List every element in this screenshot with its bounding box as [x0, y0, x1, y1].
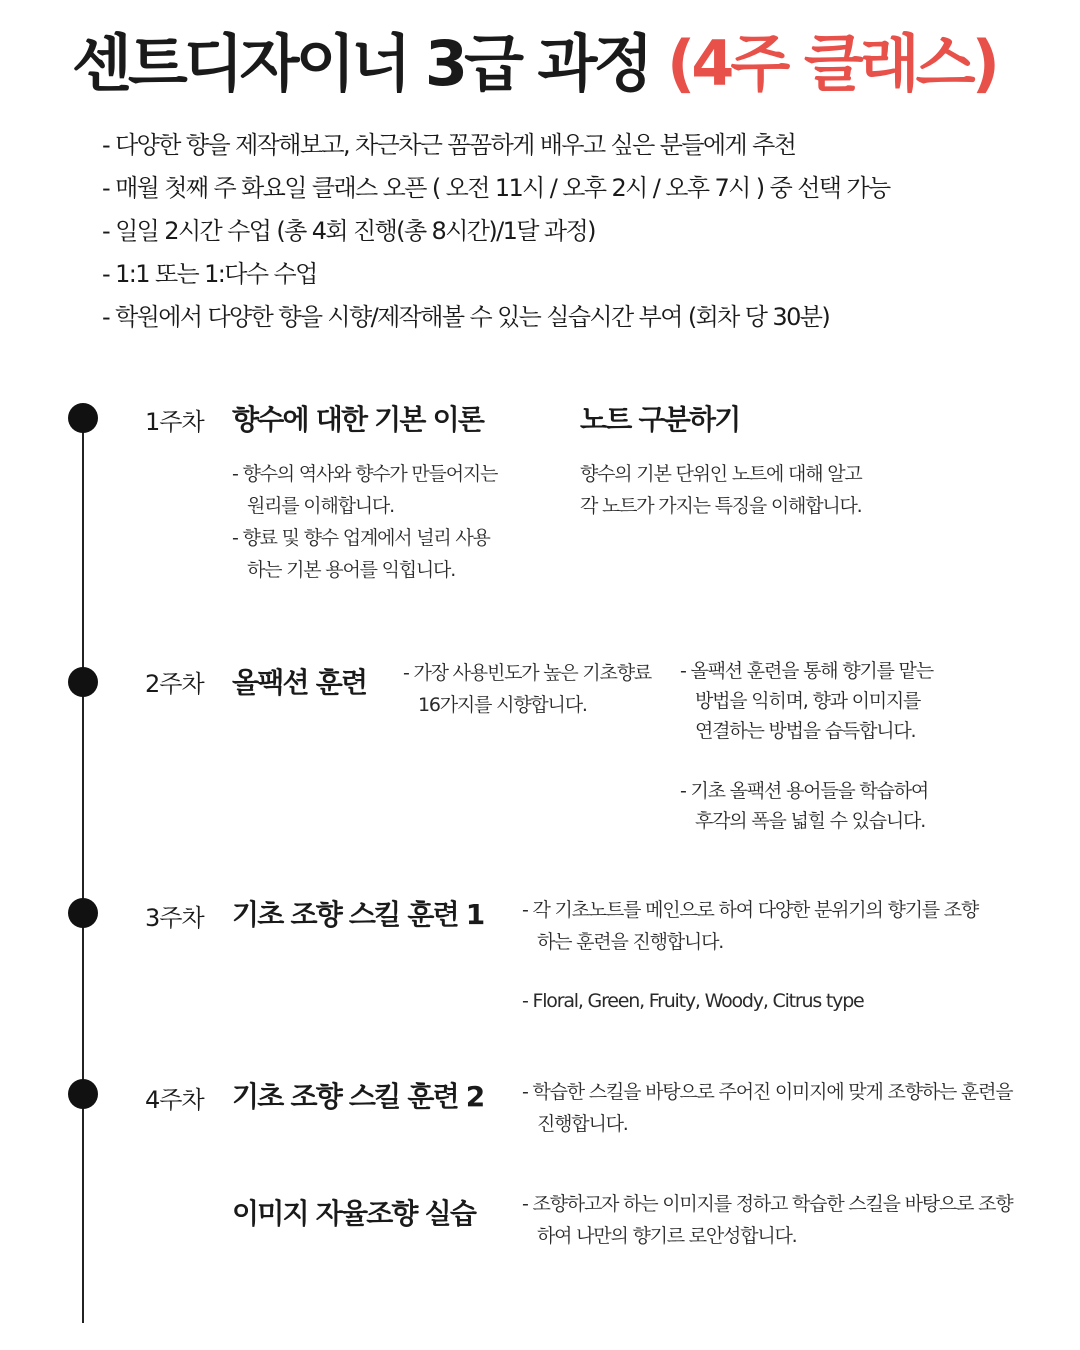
desc-line: - 향수의 역사와 향수가 만들어지는 [232, 463, 498, 485]
title-main: 센트디자이너 3급 과정 [72, 27, 650, 100]
desc-line: 후각의 폭을 넓힐 수 있습니다. [695, 810, 926, 832]
week1-description2 [580, 458, 862, 522]
intro-item: - 1:1 또는 1:다수 수업 [102, 260, 317, 288]
timeline-dot-week1 [68, 403, 98, 433]
week1-description [232, 458, 497, 586]
desc-line: 하는 기본 용어를 익힙니다. [247, 559, 456, 581]
desc-line: 하는 훈련을 진행합니다. [537, 931, 724, 953]
week4-label: 4주차 [145, 1086, 204, 1114]
week4-description2 [522, 1188, 1012, 1252]
timeline-dot-week3 [68, 898, 98, 928]
intro-item: - 다양한 향을 제작해보고, 차근차근 꼼꼼하게 배우고 싶은 분들에게 추천 [102, 131, 796, 159]
desc-line: - 가장 사용빈도가 높은 기초향료 [403, 662, 652, 684]
week2-label: 2주차 [145, 670, 204, 698]
page-title [72, 22, 996, 106]
week2-description2 [680, 656, 933, 836]
week4-heading2: 이미지 자율조향 실습 [232, 1197, 476, 1230]
week1-heading: 향수에 대한 기본 이론 [232, 403, 484, 436]
desc-line: - 학습한 스킬을 바탕으로 주어진 이미지에 맞게 조향하는 훈련을 [522, 1081, 1013, 1103]
intro-item: - 매월 첫째 주 화요일 클래스 오픈 ( 오전 11시 / 오후 2시 / 오후 7시 ) 중 선택 가능 [102, 174, 890, 202]
timeline-dot-week4 [68, 1079, 98, 1109]
week4-heading: 기초 조향 스킬 훈련 2 [232, 1080, 484, 1113]
week1-label: 1주차 [145, 408, 204, 436]
week3-types: - Floral, Green, Fruity, Woody, Citrus type [522, 990, 864, 1012]
desc-line: - 기초 올팩션 용어들을 학습하여 [680, 780, 929, 802]
intro-item: - 일일 2시간 수업 (총 4회 진행(총 8시간)/1달 과정) [102, 217, 595, 245]
desc-line: 향수의 기본 단위인 노트에 대해 알고 [580, 463, 862, 485]
desc-line: 16가지를 시향합니다. [418, 694, 587, 716]
intro-item: - 학원에서 다양한 향을 시향/제작해볼 수 있는 실습시간 부여 (회차 당 30분) [102, 303, 830, 331]
title-accent: (4주 클래스) [666, 27, 996, 100]
desc-line: 각 노트가 가지는 특징을 이해합니다. [580, 495, 862, 517]
desc-line: - 올팩션 훈련을 통해 향기를 맡는 [680, 660, 933, 682]
desc-line: 진행합니다. [537, 1113, 628, 1135]
timeline-dot-week2 [68, 667, 98, 697]
week3-label: 3주차 [145, 904, 204, 932]
desc-line: 연결하는 방법을 습득합니다. [695, 720, 916, 742]
week3-description [522, 894, 978, 958]
desc-line: 하여 나만의 향기르 로안성합니다. [537, 1225, 797, 1247]
week3-heading: 기초 조향 스킬 훈련 1 [232, 898, 484, 931]
desc-line: 방법을 익히며, 향과 이미지를 [695, 690, 921, 712]
week2-description [403, 657, 651, 721]
week1-heading2: 노트 구분하기 [580, 403, 740, 436]
desc-line: 원리를 이해합니다. [247, 495, 394, 517]
desc-line: - 각 기초노트를 메인으로 하여 다양한 분위기의 향기를 조향 [522, 899, 979, 921]
desc-line: - 향료 및 향수 업계에서 널리 사용 [232, 527, 490, 549]
desc-line: - 조향하고자 하는 이미지를 정하고 학습한 스킬을 바탕으로 조향 [522, 1193, 1013, 1215]
timeline-line [82, 418, 84, 1323]
intro-list [102, 124, 890, 339]
week2-heading: 올팩션 훈련 [232, 666, 367, 699]
week4-description [522, 1076, 1012, 1140]
